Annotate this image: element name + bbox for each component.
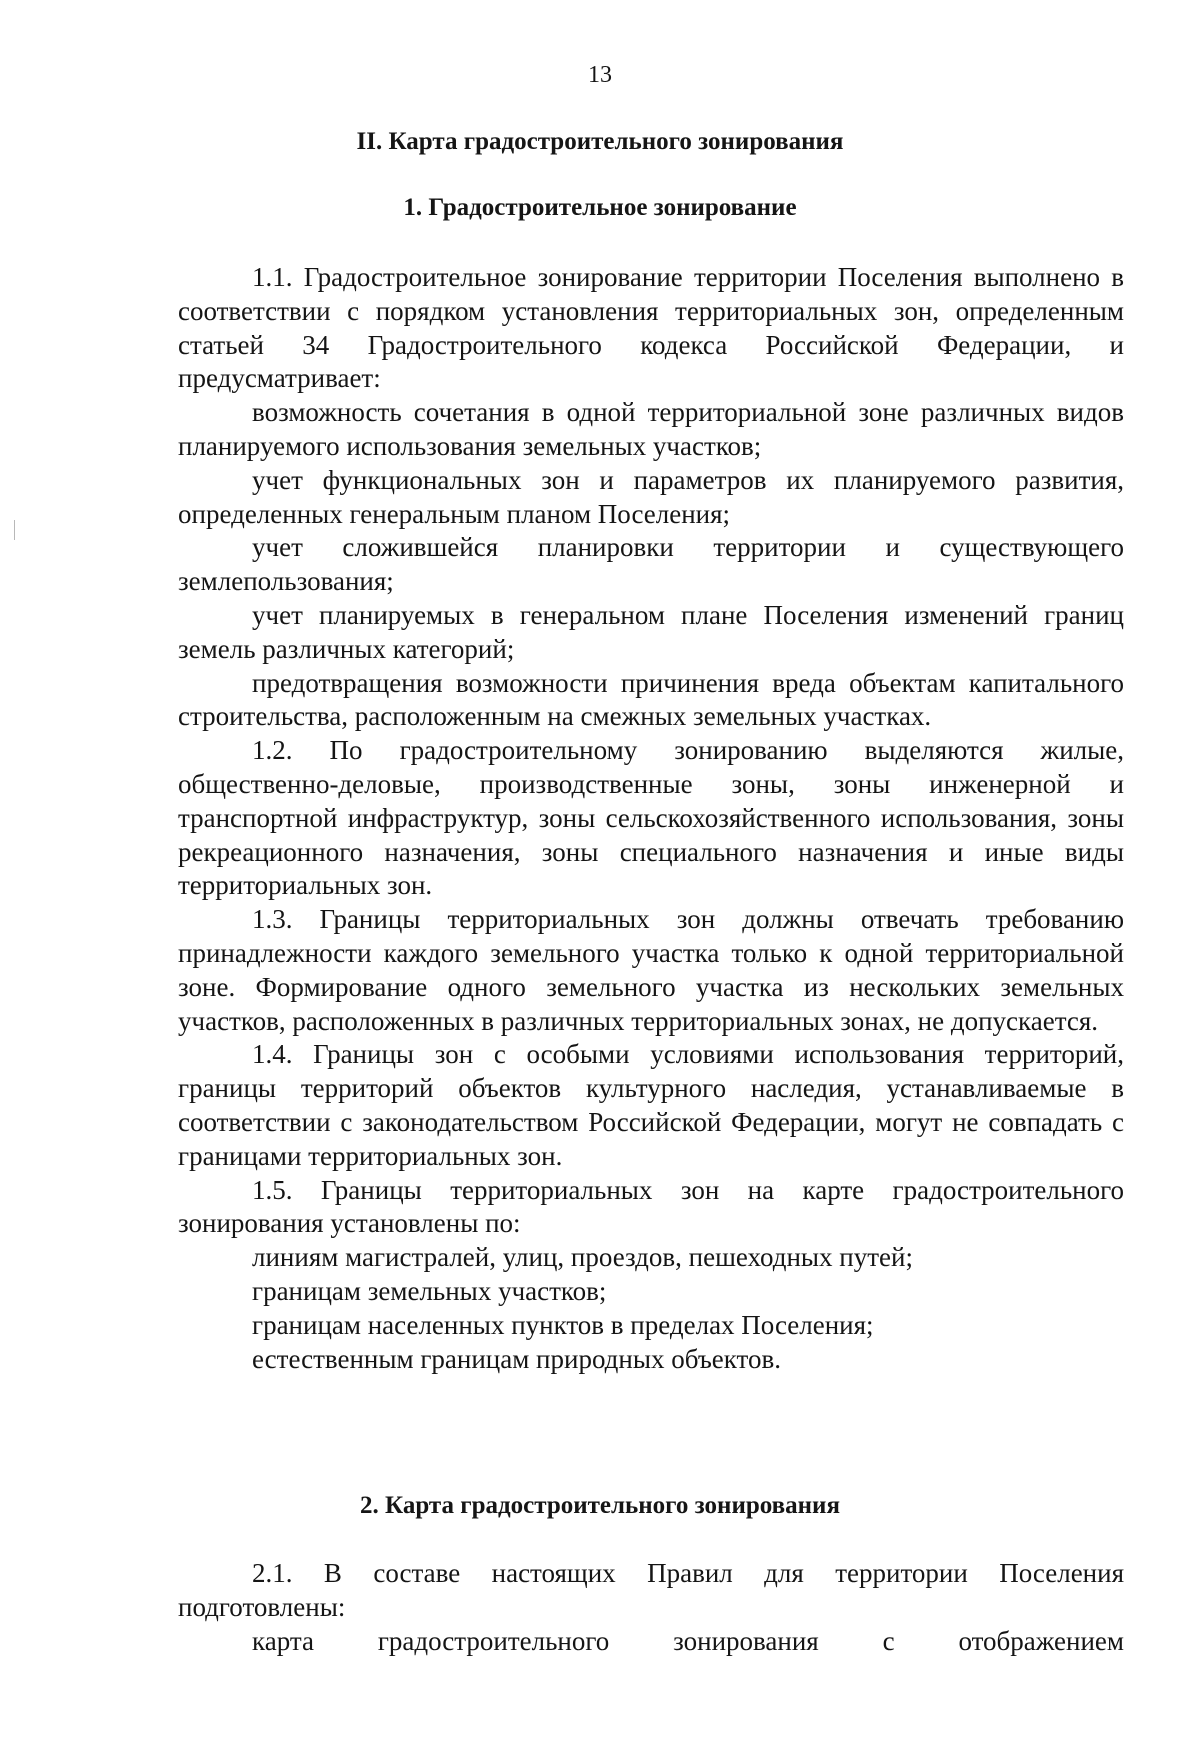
paragraph-list-item: карта градостроительного зонирования с отображением: [252, 1625, 1124, 1656]
paragraph-1-4: 1.4. Границы зон с особыми условиями использования территорий, границы территорий объектов культурного наследия, устанавливаемые в соответствии с законодательством Российской Федерации, могут не совпадать с границами территориальных зон.: [178, 1039, 1124, 1171]
subsection-1-body: [178, 261, 1124, 1376]
paragraph-1-1: 1.1. Градостроительное зонирование территории Поселения выполнено в соответствии с порядком установления территориальных зон, определенным статьей 34 Градостроительного кодекса Российской Федерации, и предусматривает:: [178, 262, 1124, 394]
section-title: II. Карта градостроительного зонирования: [356, 128, 844, 155]
paragraph-1-2: 1.2. По градостроительному зонированию выделяются жилые, общественно-деловые, производственные зоны, зоны инженерной и транспортной инфраструктур, зоны сельскохозяйственного использования, зоны рекреационного назначения, зоны специального назначения и иные виды территориальных зон.: [178, 735, 1124, 901]
paragraph-list-item: линиям магистралей, улиц, проездов, пешеходных путей;: [252, 1242, 913, 1273]
paragraph-1-5: 1.5. Границы территориальных зон на карте градостроительного зонирования установлены по:: [178, 1174, 1124, 1239]
subsection-2-title: 2. Карта градостроительного зонирования: [360, 1492, 840, 1519]
paragraph-list-item: учет функциональных зон и параметров их планируемого развития, определенных генеральным планом Поселения;: [178, 464, 1124, 529]
subsection-2-body: [178, 1557, 1124, 1658]
paragraph-2-1: 2.1. В составе настоящих Правил для территории Поселения подготовлены:: [178, 1558, 1124, 1622]
paragraph-list-item: границам населенных пунктов в пределах Поселения;: [252, 1309, 874, 1340]
paragraph-list-item: учет сложившейся планировки территории и существующего землепользования;: [178, 532, 1124, 597]
paragraph-list-item: учет планируемых в генеральном плане Поселения изменений границ земель различных категорий;: [178, 599, 1124, 664]
paragraph-1-3: 1.3. Границы территориальных зон должны отвечать требованию принадлежности каждого земельного участка только к одной территориальной зоне. Формирование одного земельного участка из нескольких земельных участков, расположенных в различных территориальных зонах, не допускается.: [178, 904, 1124, 1036]
paragraph-list-item: границам земельных участков;: [252, 1275, 607, 1306]
scan-artifact-mark: [14, 520, 15, 540]
paragraph-list-item: естественным границам природных объектов.: [252, 1343, 781, 1374]
paragraph-list-item: предотвращения возможности причинения вреда объектам капитального строительства, расположенным на смежных земельных участках.: [178, 667, 1124, 732]
paragraph-list-item: возможность сочетания в одной территориальной зоне различных видов планируемого использования земельных участков;: [178, 397, 1124, 461]
page-number: 13: [588, 62, 612, 88]
subsection-1-title: 1. Градостроительное зонирование: [403, 194, 797, 221]
